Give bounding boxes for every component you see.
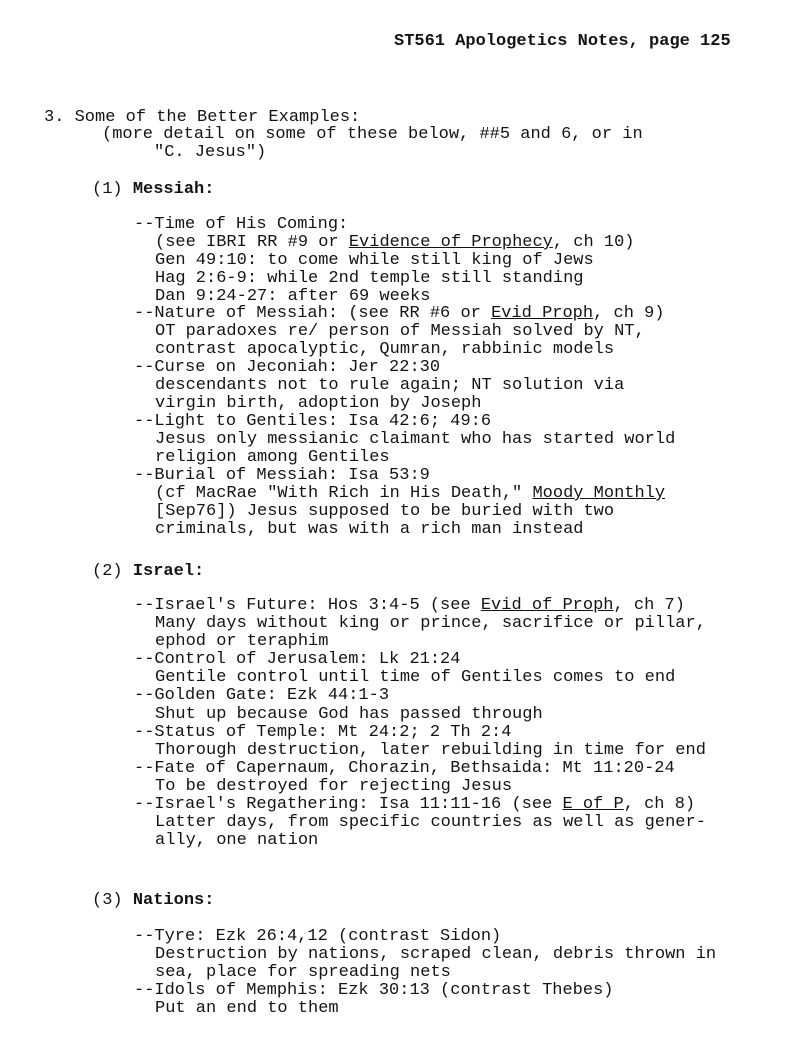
intro-heading: 3. Some of the Better Examples: xyxy=(44,108,361,127)
list-item: Destruction by nations, scraped clean, debris thrown in xyxy=(155,945,717,964)
intro-note: (more detail on some of these below, ##5 and 6, or in xyxy=(102,125,643,144)
list-item: Jesus only messianic claimant who has started world xyxy=(155,430,676,449)
book-title: Moody Monthly xyxy=(532,484,666,503)
list-item: To be destroyed for rejecting Jesus xyxy=(155,777,513,796)
page-header: ST561 Apologetics Notes, page 125 xyxy=(394,32,731,51)
list-item: --Light to Gentiles: Isa 42:6; 49:6 xyxy=(134,412,492,431)
section-title: Nations: xyxy=(132,891,215,910)
list-item: sea, place for spreading nets xyxy=(155,963,451,982)
section-title: Messiah: xyxy=(132,180,215,199)
list-item: --Status of Temple: Mt 24:2; 2 Th 2:4 xyxy=(134,723,512,742)
list-item: descendants not to rule again; NT solution via xyxy=(155,376,625,395)
list-item: --Burial of Messiah: Isa 53:9 xyxy=(134,466,430,485)
list-item: --Curse on Jeconiah: Jer 22:30 xyxy=(134,358,441,377)
book-title: E of P xyxy=(562,795,624,814)
book-title: Evidence of Prophecy xyxy=(348,233,553,252)
section-number: (2) xyxy=(92,562,123,581)
list-item: Gen 49:10: to come while still king of Jews xyxy=(155,251,594,270)
section-number: (1) xyxy=(92,180,123,199)
list-item: --Idols of Memphis: Ezk 30:13 (contrast Thebes) xyxy=(134,981,614,1000)
list-item: criminals, but was with a rich man instead xyxy=(155,520,584,539)
list-item: Thorough destruction, later rebuilding in time for end xyxy=(155,741,706,760)
list-item: --Fate of Capernaum, Chorazin, Bethsaida: Mt 11:20-24 xyxy=(134,759,675,778)
list-item: ephod or teraphim xyxy=(155,632,329,651)
list-item: --Tyre: Ezk 26:4,12 (contrast Sidon) xyxy=(134,927,502,946)
list-item: (see IBRI RR #9 or Evidence of Prophecy, ch 10) xyxy=(155,233,635,252)
list-item: --Nature of Messiah: (see RR #6 or Evid Proph, ch 9) xyxy=(134,304,665,323)
list-item: Gentile control until time of Gentiles comes to end xyxy=(155,668,676,687)
section-title: Israel: xyxy=(132,562,205,581)
list-item: --Control of Jerusalem: Lk 21:24 xyxy=(134,650,461,669)
list-item: contrast apocalyptic, Qumran, rabbinic models xyxy=(155,340,615,359)
book-title: Evid Proph xyxy=(491,304,594,323)
list-item: Shut up because God has passed through xyxy=(155,705,543,724)
list-item: Put an end to them xyxy=(155,999,339,1018)
list-item: --Golden Gate: Ezk 44:1-3 xyxy=(134,686,390,705)
section-heading-nations xyxy=(92,892,214,910)
section-heading-messiah xyxy=(92,181,214,199)
list-item: Dan 9:24-27: after 69 weeks xyxy=(155,287,431,306)
section-heading-israel xyxy=(92,563,204,581)
list-item: Many days without king or prince, sacrifice or pillar, xyxy=(155,614,706,633)
list-item: Latter days, from specific countries as well as gener- xyxy=(155,813,706,832)
book-title: Evid of Proph xyxy=(480,596,614,615)
list-item: virgin birth, adoption by Joseph xyxy=(155,394,482,413)
section-number: (3) xyxy=(92,891,123,910)
list-item: religion among Gentiles xyxy=(155,448,390,467)
list-item: [Sep76]) Jesus supposed to be buried with two xyxy=(155,502,615,521)
list-item: ally, one nation xyxy=(155,831,319,850)
list-item: --Israel's Future: Hos 3:4-5 (see Evid of Proph, ch 7) xyxy=(134,596,685,615)
list-item: --Israel's Regathering: Isa 11:11-16 (see E of P, ch 8) xyxy=(134,795,696,814)
list-item: OT paradoxes re/ person of Messiah solved by NT, xyxy=(155,322,645,341)
list-item: --Time of His Coming: xyxy=(134,215,349,234)
list-item: (cf MacRae "With Rich in His Death," Moody Monthly xyxy=(155,484,666,503)
list-item: Hag 2:6-9: while 2nd temple still standing xyxy=(155,269,584,288)
intro-note-continued: "C. Jesus") xyxy=(154,143,267,162)
